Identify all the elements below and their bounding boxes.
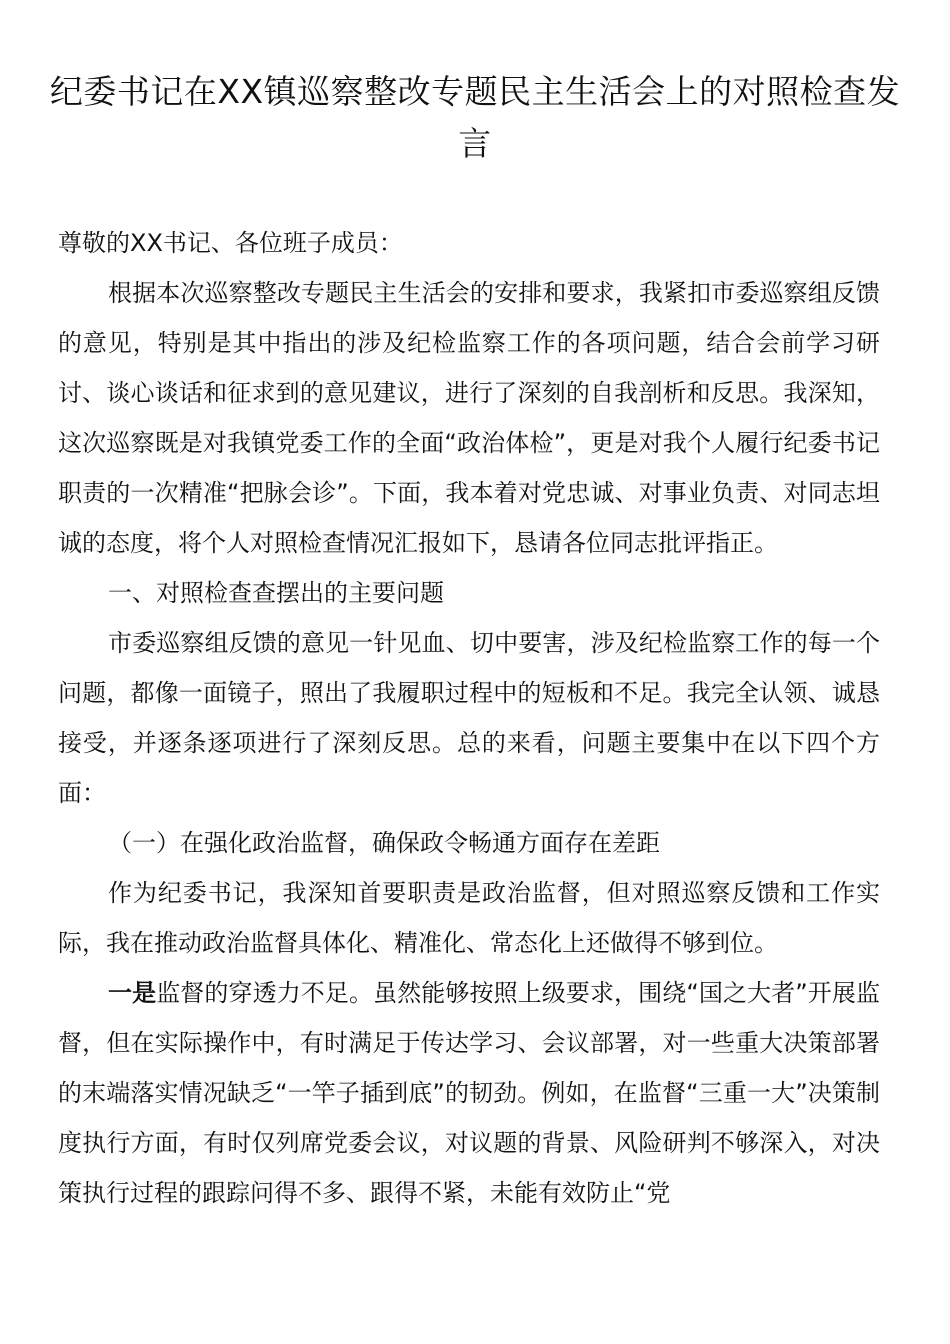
document-title: 纪委书记在XX镇巡察整改专题民主生活会上的对照检查发言 (49, 72, 901, 163)
point-one-text: 监督的穿透力不足。虽然能够按照上级要求，围绕“国之大者”开展监督，但在实际操作中，有时满足于传达学习、会议部署，对一些重大决策部署的末端落实情况缺乏“一竿子插到底”的韧劲。例如，在监督“三重一大”决策制度执行方面，有时仅列席党委会议，对议题的背景、风险研判不够深入，对决策执行过程的跟踪问得不多、跟得不紧，未能有效防止“党 (58, 979, 880, 1207)
subsection-heading-1: （一）在强化政治监督，确保政令畅通方面存在差距 (108, 829, 660, 857)
point-one-lead: 一是 (108, 979, 157, 1007)
section-heading-1: 一、对照检查查摆出的主要问题 (108, 579, 444, 607)
paragraph-political-supervision: 作为纪委书记，我深知首要职责是政治监督，但对照巡察反馈和工作实际，我在推动政治监督具体化、精准化、常态化上还做得不够到位。 (58, 879, 880, 957)
document-body (58, 218, 880, 1218)
paragraph-problems-overview: 市委巡察组反馈的意见一针见血、切中要害，涉及纪检监察工作的每一个问题，都像一面镜子，照出了我履职过程中的短板和不足。我完全认领、诚恳接受，并逐条逐项进行了深刻反思。总的来看，问题主要集中在以下四个方面： (58, 629, 880, 807)
paragraph-intro: 根据本次巡察整改专题民主生活会的安排和要求，我紧扣市委巡察组反馈的意见，特别是其中指出的涉及纪检监察工作的各项问题，结合会前学习研讨、谈心谈话和征求到的意见建议，进行了深刻的自我剖析和反思。我深知，这次巡察既是对我镇党委工作的全面“政治体检”，更是对我个人履行纪委书记职责的一次精准“把脉会诊”。下面，我本着对党忠诚、对事业负责、对同志坦诚的态度，将个人对照检查情况汇报如下，恳请各位同志批评指正。 (58, 279, 880, 557)
paragraph-point-one (58, 968, 880, 1218)
salutation: 尊敬的XX书记、各位班子成员： (58, 229, 403, 257)
